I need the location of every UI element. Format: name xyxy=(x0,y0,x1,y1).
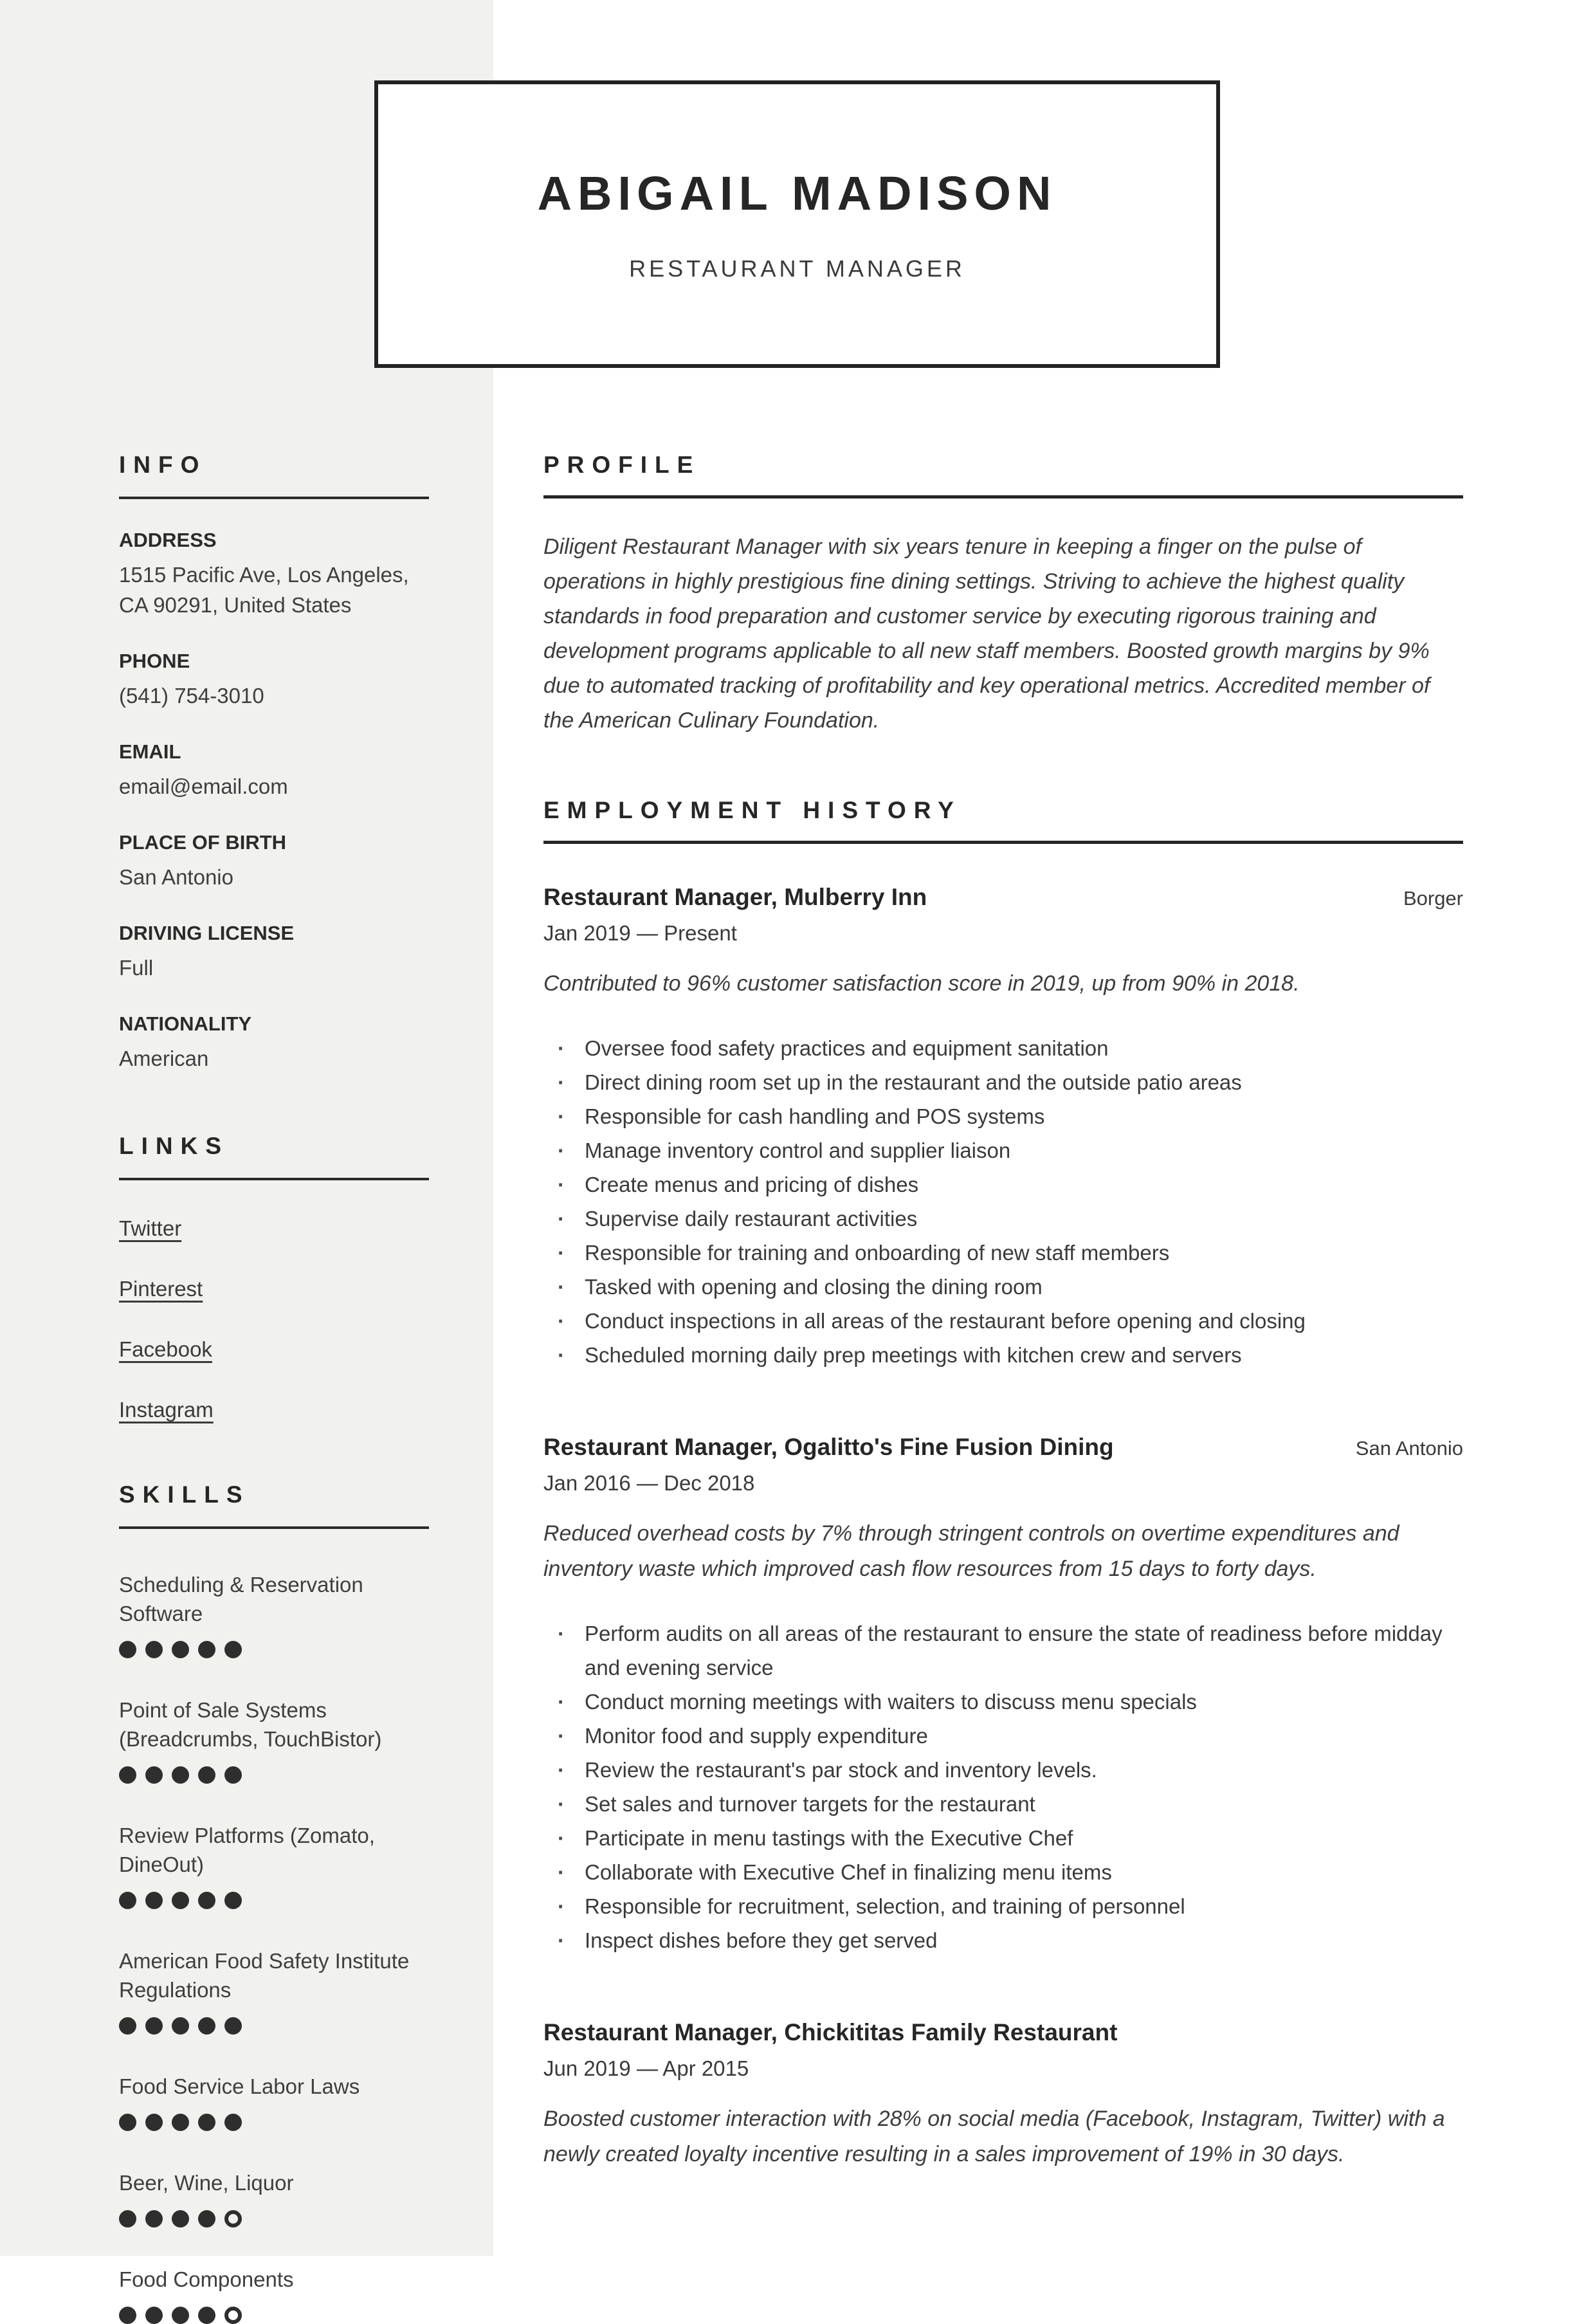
job-bullet xyxy=(543,1855,1463,1889)
bullet-text: Participate in menu tastings with the Executive Chef xyxy=(585,1826,1073,1850)
filled-dot-icon xyxy=(172,2210,189,2228)
person-role-title: RESTAURANT MANAGER xyxy=(629,255,965,282)
person-name: ABIGAIL MADISON xyxy=(537,167,1057,220)
skill-name: Scheduling & Reservation Software xyxy=(119,1573,363,1625)
bullet-dot-icon: · xyxy=(558,1826,565,1850)
job-location: San Antonio xyxy=(1355,1437,1463,1459)
filled-dot-icon xyxy=(172,1766,189,1784)
bullet-text: Oversee food safety practices and equipment sanitation xyxy=(585,1036,1109,1060)
filled-dot-icon xyxy=(119,2210,136,2228)
job-header xyxy=(543,2019,1463,2046)
job-dates: Jan 2019 — Present xyxy=(543,921,737,945)
bullet-text: Manage inventory control and supplier liaison xyxy=(585,1139,1011,1162)
employment-section xyxy=(543,797,1463,2172)
filled-dot-icon xyxy=(172,2307,189,2324)
skill-rating xyxy=(119,1892,429,1909)
bullet-text: Perform audits on all areas of the restaurant to ensure the state of readiness before midday and evening service xyxy=(585,1622,1443,1679)
bullet-dot-icon: · xyxy=(558,1036,565,1060)
skill-rating xyxy=(119,1641,429,1658)
info-rule xyxy=(119,497,429,499)
employment-rule xyxy=(543,841,1463,844)
job-bullet xyxy=(543,1753,1463,1787)
bullet-text: Set sales and turnover targets for the restaurant xyxy=(585,1792,1035,1816)
job-title: Restaurant Manager, Ogalitto's Fine Fusion Dining xyxy=(543,1434,1114,1460)
skill-scheduling-reservation-software xyxy=(119,1570,429,1658)
job-bullet xyxy=(543,1202,1463,1236)
job-title: Restaurant Manager, Mulberry Inn xyxy=(543,884,927,910)
field-label: DRIVING LICENSE xyxy=(119,922,295,944)
skills-list xyxy=(119,1570,429,2324)
jobs-list xyxy=(543,884,1463,2172)
profile-section xyxy=(543,452,1463,738)
profile-text: Diligent Restaurant Manager with six years tenure in keeping a finger on the pulse of operations in highly prestigious fine dining settings. Striving to achieve the highest quality standards in food preparation and customer service by executing rigorous training and development programs applicable to all new staff members. Boosted growth margins by 9% due to automated tracking of profitability and key operational metrics. Accredited member of the American Culinary Foundation. xyxy=(543,535,1430,733)
bullet-text: Scheduled morning daily prep meetings with kitchen crew and servers xyxy=(585,1343,1242,1367)
bullet-text: Responsible for training and onboarding of new staff members xyxy=(585,1241,1170,1265)
job-header xyxy=(543,1434,1463,1461)
job-bullet xyxy=(543,1236,1463,1270)
info-section xyxy=(119,452,429,1074)
link-item xyxy=(119,1216,429,1241)
job-dates: Jan 2016 — Dec 2018 xyxy=(543,1471,755,1495)
links-rule xyxy=(119,1178,429,1180)
job-dates: Jun 2019 — Apr 2015 xyxy=(543,2056,749,2080)
link-pinterest[interactable]: Pinterest xyxy=(119,1277,203,1301)
bullet-text: Inspect dishes before they get served xyxy=(585,1928,938,1952)
job-title: Restaurant Manager, Chickititas Family Restaurant xyxy=(543,2019,1118,2045)
filled-dot-icon xyxy=(198,2017,215,2035)
job-header xyxy=(543,884,1463,911)
bullet-dot-icon: · xyxy=(558,1070,565,1094)
open-dot-icon xyxy=(224,2210,242,2228)
filled-dot-icon xyxy=(119,2017,136,2035)
sidebar xyxy=(119,452,429,2324)
filled-dot-icon xyxy=(145,1766,163,1784)
filled-dot-icon xyxy=(198,2114,215,2131)
info-field-driving-license xyxy=(119,922,429,983)
filled-dot-icon xyxy=(198,2210,215,2228)
field-value: email@email.com xyxy=(119,774,288,798)
bullet-dot-icon: · xyxy=(558,1207,565,1231)
filled-dot-icon xyxy=(172,1892,189,1909)
bullet-text: Tasked with opening and closing the dining room xyxy=(585,1275,1043,1299)
bullet-dot-icon: · xyxy=(558,1758,565,1782)
field-value: American xyxy=(119,1047,209,1070)
job-bullet xyxy=(543,1133,1463,1167)
bullet-dot-icon: · xyxy=(558,1275,565,1299)
bullet-dot-icon: · xyxy=(558,1690,565,1714)
bullet-dot-icon: · xyxy=(558,1894,565,1918)
filled-dot-icon xyxy=(224,2017,242,2035)
job-bullet xyxy=(543,1719,1463,1753)
filled-dot-icon xyxy=(119,1892,136,1909)
filled-dot-icon xyxy=(198,1892,215,1909)
filled-dot-icon xyxy=(145,2017,163,2035)
profile-heading: PROFILE xyxy=(543,452,701,478)
skill-point-of-sale-systems-breadcrumbs-touchbistor xyxy=(119,1696,429,1784)
filled-dot-icon xyxy=(224,1766,242,1784)
field-value: 1515 Pacific Ave, Los Angeles, CA 90291, United States xyxy=(119,563,409,617)
link-item xyxy=(119,1337,429,1362)
field-label: PLACE OF BIRTH xyxy=(119,831,287,854)
job-bullet xyxy=(543,1031,1463,1065)
skill-rating xyxy=(119,2017,429,2035)
filled-dot-icon xyxy=(145,2210,163,2228)
links-heading: LINKS xyxy=(119,1133,229,1159)
bullet-dot-icon: · xyxy=(558,1860,565,1884)
link-item xyxy=(119,1398,429,1422)
field-label: PHONE xyxy=(119,650,190,672)
skill-name: Point of Sale Systems (Breadcrumbs, TouchBistor) xyxy=(119,1698,382,1751)
filled-dot-icon xyxy=(172,2017,189,2035)
skill-food-components xyxy=(119,2265,429,2324)
info-fields xyxy=(119,529,429,1074)
filled-dot-icon xyxy=(119,2114,136,2131)
filled-dot-icon xyxy=(224,2114,242,2131)
field-value: San Antonio xyxy=(119,865,233,889)
bullet-text: Conduct inspections in all areas of the restaurant before opening and closing xyxy=(585,1309,1306,1333)
skills-section xyxy=(119,1481,429,2324)
field-label: ADDRESS xyxy=(119,529,217,551)
job-summary: Reduced overhead costs by 7% through stringent controls on overtime expenditures and inventory waste which improved cash flow resources from 15 days to forty days. xyxy=(543,1521,1399,1581)
job-bullet xyxy=(543,1787,1463,1821)
skill-name: Beer, Wine, Liquor xyxy=(119,2171,294,2195)
job-bullet xyxy=(543,1270,1463,1304)
skill-rating xyxy=(119,2307,429,2324)
field-value: (541) 754-3010 xyxy=(119,684,264,708)
filled-dot-icon xyxy=(119,1766,136,1784)
info-field-place-of-birth xyxy=(119,831,429,892)
skill-review-platforms-zomato-dineout xyxy=(119,1821,429,1909)
bullet-text: Monitor food and supply expenditure xyxy=(585,1724,928,1748)
job-bullet xyxy=(543,1616,1463,1685)
bullet-text: Supervise daily restaurant activities xyxy=(585,1207,918,1231)
link-facebook[interactable]: Facebook xyxy=(119,1337,212,1361)
job-summary: Boosted customer interaction with 28% on social media (Facebook, Instagram, Twitter) with a newly created loyalty incentive resulting in a sales improvement of 19% in 30 days. xyxy=(543,2107,1445,2166)
header-box xyxy=(374,80,1220,368)
bullet-dot-icon: · xyxy=(558,1104,565,1128)
filled-dot-icon xyxy=(198,2307,215,2324)
job-bullets xyxy=(543,1616,1463,1957)
bullet-text: Create menus and pricing of dishes xyxy=(585,1173,919,1196)
job-location: Borger xyxy=(1403,887,1463,910)
main-column xyxy=(543,452,1463,2172)
link-twitter[interactable]: Twitter xyxy=(119,1216,182,1240)
job-bullet xyxy=(543,1338,1463,1372)
bullet-dot-icon: · xyxy=(558,1622,565,1645)
bullet-text: Responsible for recruitment, selection, and training of personnel xyxy=(585,1894,1185,1918)
bullet-dot-icon: · xyxy=(558,1928,565,1952)
job-restaurant-manager-mulberry-inn xyxy=(543,884,1463,1372)
job-bullet xyxy=(543,1167,1463,1202)
skills-rule xyxy=(119,1526,429,1529)
bullet-text: Responsible for cash handling and POS systems xyxy=(585,1104,1045,1128)
filled-dot-icon xyxy=(145,1892,163,1909)
filled-dot-icon xyxy=(172,2114,189,2131)
filled-dot-icon xyxy=(224,1892,242,1909)
info-field-nationality xyxy=(119,1012,429,1074)
field-label: EMAIL xyxy=(119,740,181,763)
skill-american-food-safety-institute-regulations xyxy=(119,1946,429,2035)
info-field-phone xyxy=(119,650,429,711)
open-dot-icon xyxy=(224,2307,242,2324)
skill-name: American Food Safety Institute Regulations xyxy=(119,1949,410,2002)
filled-dot-icon xyxy=(119,2307,136,2324)
job-restaurant-manager-ogalitto-s-fine-fusion-dining xyxy=(543,1434,1463,1957)
job-bullet xyxy=(543,1065,1463,1099)
job-bullets xyxy=(543,1031,1463,1372)
skill-rating xyxy=(119,2210,429,2228)
link-item xyxy=(119,1277,429,1301)
skill-rating xyxy=(119,2114,429,2131)
field-value: Full xyxy=(119,956,154,980)
bullet-dot-icon: · xyxy=(558,1343,565,1367)
bullet-dot-icon: · xyxy=(558,1173,565,1196)
filled-dot-icon xyxy=(198,1766,215,1784)
job-bullet xyxy=(543,1304,1463,1338)
bullet-text: Collaborate with Executive Chef in finalizing menu items xyxy=(585,1860,1112,1884)
bullet-dot-icon: · xyxy=(558,1724,565,1748)
job-summary: Contributed to 96% customer satisfaction score in 2019, up from 90% in 2018. xyxy=(543,971,1300,996)
filled-dot-icon xyxy=(145,2307,163,2324)
info-field-address xyxy=(119,529,429,620)
links-list xyxy=(119,1216,429,1422)
link-instagram[interactable]: Instagram xyxy=(119,1398,214,1422)
filled-dot-icon xyxy=(224,1641,242,1658)
profile-rule xyxy=(543,495,1463,499)
skill-food-service-labor-laws xyxy=(119,2072,429,2131)
info-heading: INFO xyxy=(119,452,207,478)
skill-rating xyxy=(119,1766,429,1784)
filled-dot-icon xyxy=(119,1641,136,1658)
employment-heading: EMPLOYMENT HISTORY xyxy=(543,797,962,823)
links-section xyxy=(119,1133,429,1422)
bullet-dot-icon: · xyxy=(558,1309,565,1333)
skill-name: Review Platforms (Zomato, DineOut) xyxy=(119,1824,375,1876)
bullet-dot-icon: · xyxy=(558,1241,565,1265)
job-bullet xyxy=(543,1889,1463,1923)
filled-dot-icon xyxy=(145,2114,163,2131)
field-label: NATIONALITY xyxy=(119,1012,252,1035)
job-bullet xyxy=(543,1685,1463,1719)
skill-beer-wine-liquor xyxy=(119,2168,429,2228)
filled-dot-icon xyxy=(198,1641,215,1658)
job-restaurant-manager-chickititas-family-restaurant xyxy=(543,2019,1463,2172)
bullet-text: Review the restaurant's par stock and inventory levels. xyxy=(585,1758,1097,1782)
skill-name: Food Service Labor Laws xyxy=(119,2074,360,2098)
skill-name: Food Components xyxy=(119,2267,294,2291)
bullet-dot-icon: · xyxy=(558,1792,565,1816)
info-field-email xyxy=(119,740,429,801)
bullet-text: Conduct morning meetings with waiters to discuss menu specials xyxy=(585,1690,1197,1714)
job-bullet xyxy=(543,1099,1463,1133)
bullet-text: Direct dining room set up in the restaurant and the outside patio areas xyxy=(585,1070,1242,1094)
skills-heading: SKILLS xyxy=(119,1481,250,1508)
filled-dot-icon xyxy=(145,1641,163,1658)
job-bullet xyxy=(543,1821,1463,1855)
bullet-dot-icon: · xyxy=(558,1139,565,1162)
filled-dot-icon xyxy=(172,1641,189,1658)
job-bullet xyxy=(543,1923,1463,1957)
